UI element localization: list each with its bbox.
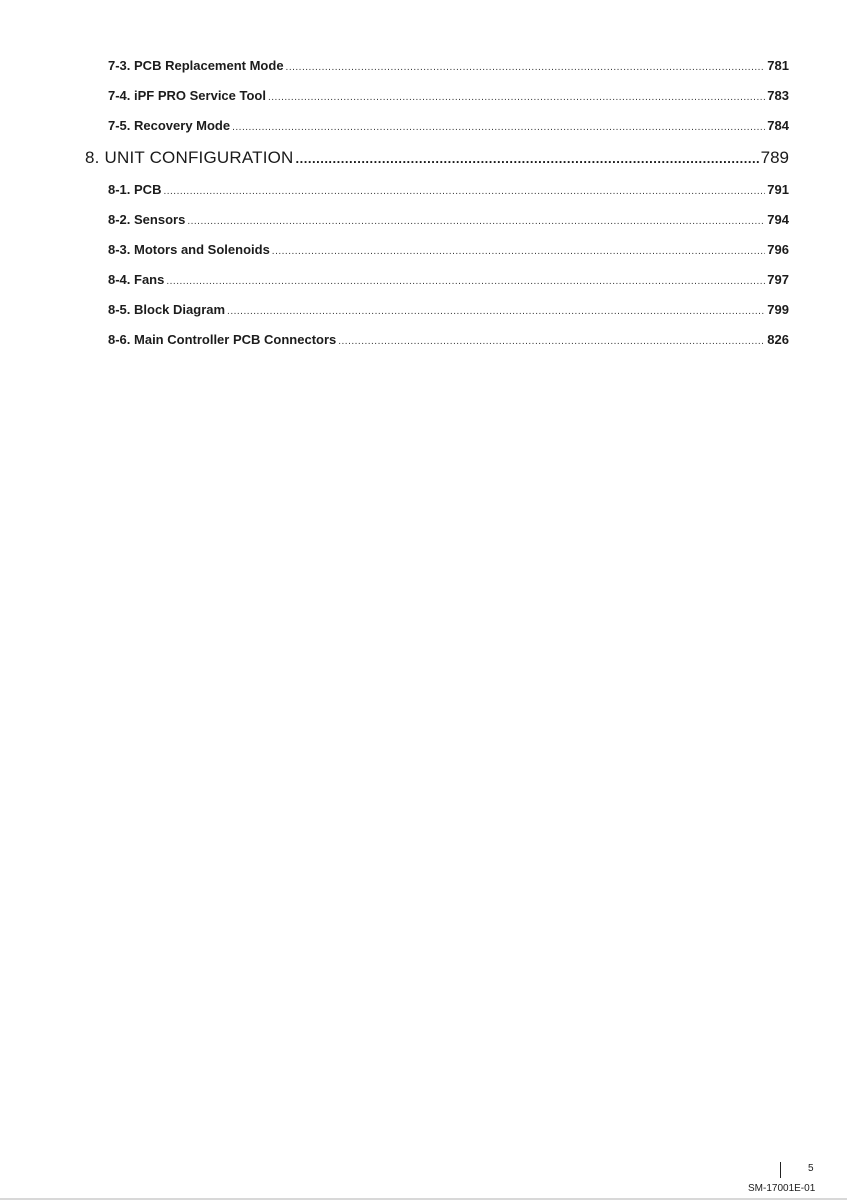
toc-chapter-8[interactable] [85, 146, 789, 170]
dot-leader [272, 243, 766, 259]
dot-leader [227, 303, 765, 319]
toc-entry-label: 8-5. Block Diagram [108, 302, 226, 317]
toc-entry-label: 7-4. iPF PRO Service Tool [108, 88, 266, 103]
toc-entry-8-5[interactable] [108, 301, 789, 319]
dot-leader [163, 183, 765, 199]
footer-divider [780, 1162, 781, 1178]
toc-entry-label: 8-1. PCB [108, 182, 162, 197]
toc-entry-page: 784 [767, 118, 789, 133]
toc-entry-label: 7-3. PCB Replacement Mode [108, 58, 284, 73]
dot-leader [268, 89, 765, 105]
toc-entry-label: 7-5. Recovery Mode [108, 118, 231, 133]
toc-entry-8-3[interactable] [108, 241, 789, 259]
footer-page-number: 5 [808, 1163, 814, 1174]
toc-entry-page: 794 [767, 212, 789, 227]
dot-leader [338, 333, 765, 349]
toc-chapter-label: 8. UNIT CONFIGURATION [85, 148, 294, 167]
toc-entry-page: 799 [767, 302, 789, 317]
dot-leader [286, 59, 766, 75]
toc-entry-8-4[interactable] [108, 271, 789, 289]
dot-leader [296, 147, 759, 170]
toc-entry-page: 791 [767, 182, 789, 197]
toc-entry-page: 797 [767, 272, 789, 287]
toc-entry-page: 783 [767, 88, 789, 103]
toc-entry-8-6[interactable] [108, 331, 789, 349]
toc-entry-7-3[interactable] [108, 57, 789, 75]
toc-entry-7-4[interactable] [108, 87, 789, 105]
dot-leader [187, 213, 765, 229]
toc-entry-8-1[interactable] [108, 181, 789, 199]
toc-entry-label: 8-6. Main Controller PCB Connectors [108, 332, 337, 347]
footer-doc-id: SM-17001E-01 [748, 1183, 816, 1194]
toc-entry-label: 8-2. Sensors [108, 212, 186, 227]
toc-entry-7-5[interactable] [108, 117, 789, 135]
toc-entry-page: 781 [767, 58, 789, 73]
toc-entry-label: 8-4. Fans [108, 272, 165, 287]
toc-entry-8-2[interactable] [108, 211, 789, 229]
toc-entry-label: 8-3. Motors and Solenoids [108, 242, 270, 257]
toc-chapter-page: 789 [760, 148, 789, 167]
dot-leader [166, 273, 765, 289]
toc-entry-page: 796 [767, 242, 789, 257]
dot-leader [232, 119, 765, 135]
toc-entry-page: 826 [767, 332, 789, 347]
